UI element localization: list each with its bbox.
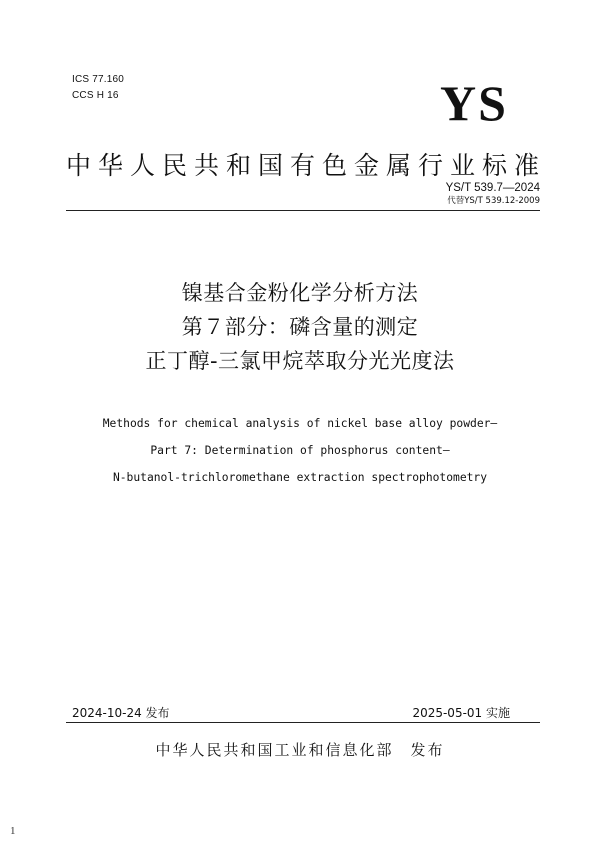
ys-logo: YS bbox=[440, 75, 508, 131]
english-title-line-2: Part 7: Determination of phosphorus content— bbox=[150, 444, 450, 457]
replaces-standard: 代替YS/T 539.12-2009 bbox=[447, 196, 540, 206]
ics-code: ICS 77.160 bbox=[72, 74, 125, 85]
chinese-title-line-2: 第７部分：磷含量的测定 bbox=[181, 315, 419, 339]
standard-category: 中华人民共和国有色金属行业标准 bbox=[66, 151, 547, 180]
english-title-line-1: Methods for chemical analysis of nickel base alloy powder— bbox=[102, 417, 498, 430]
issue-date: 2024-10-24 发布 bbox=[72, 706, 170, 720]
issuing-authority: 中华人民共和国工业和信息化部 发布 bbox=[155, 741, 445, 759]
ccs-code: CCS H 16 bbox=[72, 90, 119, 101]
english-title-line-3: N-butanol-trichloromethane extraction spectrophotometry bbox=[112, 471, 488, 484]
standard-number: YS/T 539.7—2024 bbox=[445, 182, 540, 194]
page-number: 1 bbox=[10, 825, 16, 837]
chinese-title-line-3: 正丁醇-三氯甲烷萃取分光光度法 bbox=[145, 349, 455, 373]
footer-divider bbox=[66, 722, 540, 723]
chinese-title-line-1: 镍基合金粉化学分析方法 bbox=[181, 281, 419, 305]
header-divider bbox=[66, 210, 540, 211]
implementation-date: 2025-05-01 实施 bbox=[412, 706, 510, 720]
